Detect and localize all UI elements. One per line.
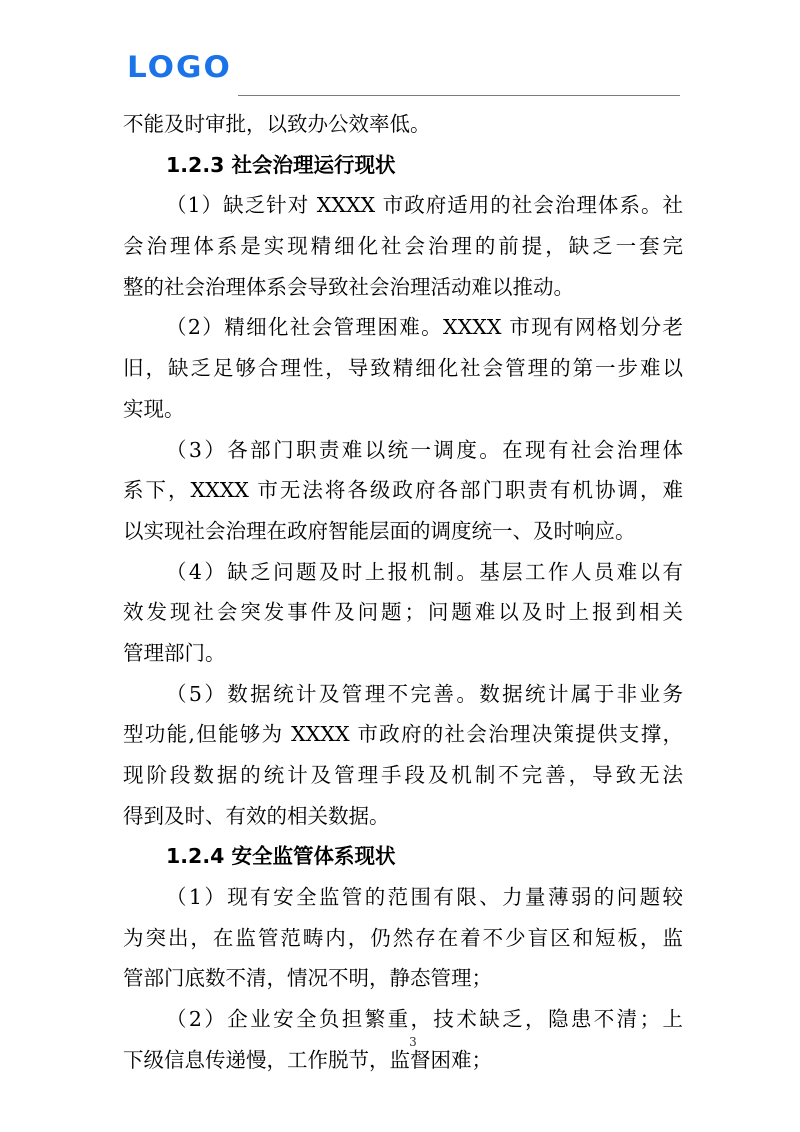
- paragraph-line: （2）企业安全负担繁重，技术缺乏，隐患不清；上: [166, 1007, 683, 1032]
- paragraph-line: （3）各部门职责难以统一调度。在现有社会治理体: [166, 437, 683, 462]
- paragraph-line: 管理部门。: [123, 640, 226, 665]
- paragraph-line: 管部门底数不清，情况不明，静态管理；: [123, 966, 492, 991]
- paragraph-line: 得到及时、有效的相关数据。: [123, 803, 390, 828]
- paragraph-line: 下级信息传递慢，工作脱节，监督困难；: [123, 1047, 492, 1072]
- page-number: 3: [409, 1035, 417, 1049]
- paragraph-line: （2）精细化社会管理困难。XXXX 市现有网格划分老: [166, 315, 683, 340]
- paragraph-line: 以实现社会治理在政府智能层面的调度统一、及时响应。: [123, 518, 636, 543]
- header-divider: [238, 95, 680, 96]
- paragraph-line: 效发现社会突发事件及问题；问题难以及时上报到相关: [123, 600, 683, 625]
- paragraph-line: 整的社会治理体系会导致社会治理活动难以推动。: [123, 274, 574, 299]
- paragraph-line: 旧，缺乏足够合理性，导致精细化社会管理的第一步难以: [123, 356, 683, 381]
- document-body: [123, 104, 683, 1081]
- paragraph-line: 现阶段数据的统计及管理手段及机制不完善，导致无法: [123, 763, 683, 787]
- paragraph-line: （5）数据统计及管理不完善。数据统计属于非业务: [166, 681, 683, 706]
- paragraph-line: 为突出，在监管范畴内，仍然存在着不少盲区和短板，监: [123, 925, 683, 950]
- paragraph-line: 型功能,但能够为 XXXX 市政府的社会治理决策提供支撑，: [123, 722, 683, 747]
- logo: LOGO: [127, 50, 232, 85]
- paragraph-line: 不能及时审批，以致办公效率低。: [123, 112, 431, 136]
- paragraph-line: （1）现有安全监管的范围有限、力量薄弱的问题较: [166, 885, 683, 910]
- section-heading-1-2-4: 1.2.4 安全监管体系现状: [166, 844, 396, 869]
- section-heading-1-2-3: 1.2.3 社会治理运行现状: [166, 152, 396, 177]
- paragraph-line: （1）缺乏针对 XXXX 市政府适用的社会治理体系。社: [166, 193, 683, 218]
- paragraph-line: 会治理体系是实现精细化社会治理的前提，缺乏一套完: [123, 234, 683, 259]
- paragraph-line: 实现。: [123, 396, 185, 421]
- paragraph-line: （4）缺乏问题及时上报机制。基层工作人员难以有: [166, 559, 683, 584]
- paragraph-line: 系下，XXXX 市无法将各级政府各部门职责有机协调，难: [123, 478, 683, 503]
